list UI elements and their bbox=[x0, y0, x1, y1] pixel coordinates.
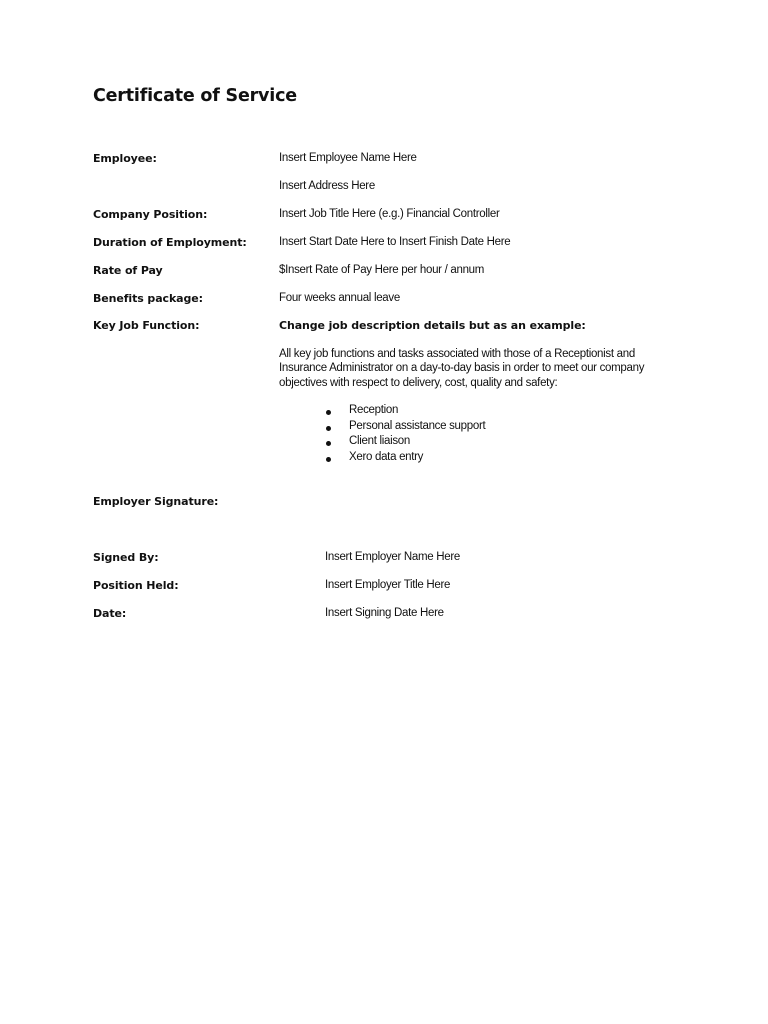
company-position-label: Company Position: bbox=[93, 208, 208, 221]
company-position-value: Insert Job Title Here (e.g.) Financial Controller bbox=[279, 208, 500, 220]
bullet-icon bbox=[326, 410, 331, 415]
benefits-value: Four weeks annual leave bbox=[279, 292, 400, 304]
rate-of-pay-label: Rate of Pay bbox=[93, 264, 163, 277]
signed-by-value: Insert Employer Name Here bbox=[325, 551, 461, 563]
employee-address-value: Insert Address Here bbox=[279, 180, 375, 192]
duration-label: Duration of Employment: bbox=[93, 236, 247, 249]
employee-name-value: Insert Employee Name Here bbox=[279, 152, 417, 164]
bullet-icon bbox=[326, 426, 331, 431]
duration-value: Insert Start Date Here to Insert Finish Date Here bbox=[279, 236, 511, 248]
document-title: Certificate of Service bbox=[93, 86, 297, 106]
list-item-text: Personal assistance support bbox=[349, 419, 486, 432]
date-label: Date: bbox=[93, 607, 127, 620]
key-job-function-label: Key Job Function: bbox=[93, 319, 200, 332]
position-held-label: Position Held: bbox=[93, 579, 179, 592]
rate-of-pay-value: $Insert Rate of Pay Here per hour / annum bbox=[279, 264, 485, 276]
benefits-label: Benefits package: bbox=[93, 292, 203, 305]
list-item-text: Xero data entry bbox=[349, 450, 424, 463]
job-function-description: All key job functions and tasks associated with those of a Receptionist and Insurance Administrator on a day-to-day basis in order to meet our company objectives with respect to delivery, cost, quality and safety: bbox=[279, 348, 645, 389]
employee-label: Employee: bbox=[93, 152, 157, 165]
list-item-text: Reception bbox=[349, 404, 399, 416]
list-item-text: Client liaison bbox=[349, 435, 410, 447]
signed-by-label: Signed By: bbox=[93, 551, 159, 564]
bullet-icon bbox=[326, 441, 331, 446]
date-value: Insert Signing Date Here bbox=[325, 607, 444, 619]
employer-signature-label: Employer Signature: bbox=[93, 495, 219, 508]
position-held-value: Insert Employer Title Here bbox=[325, 579, 451, 591]
key-job-function-heading: Change job description details but as an example: bbox=[279, 319, 586, 332]
bullet-icon bbox=[326, 457, 331, 462]
